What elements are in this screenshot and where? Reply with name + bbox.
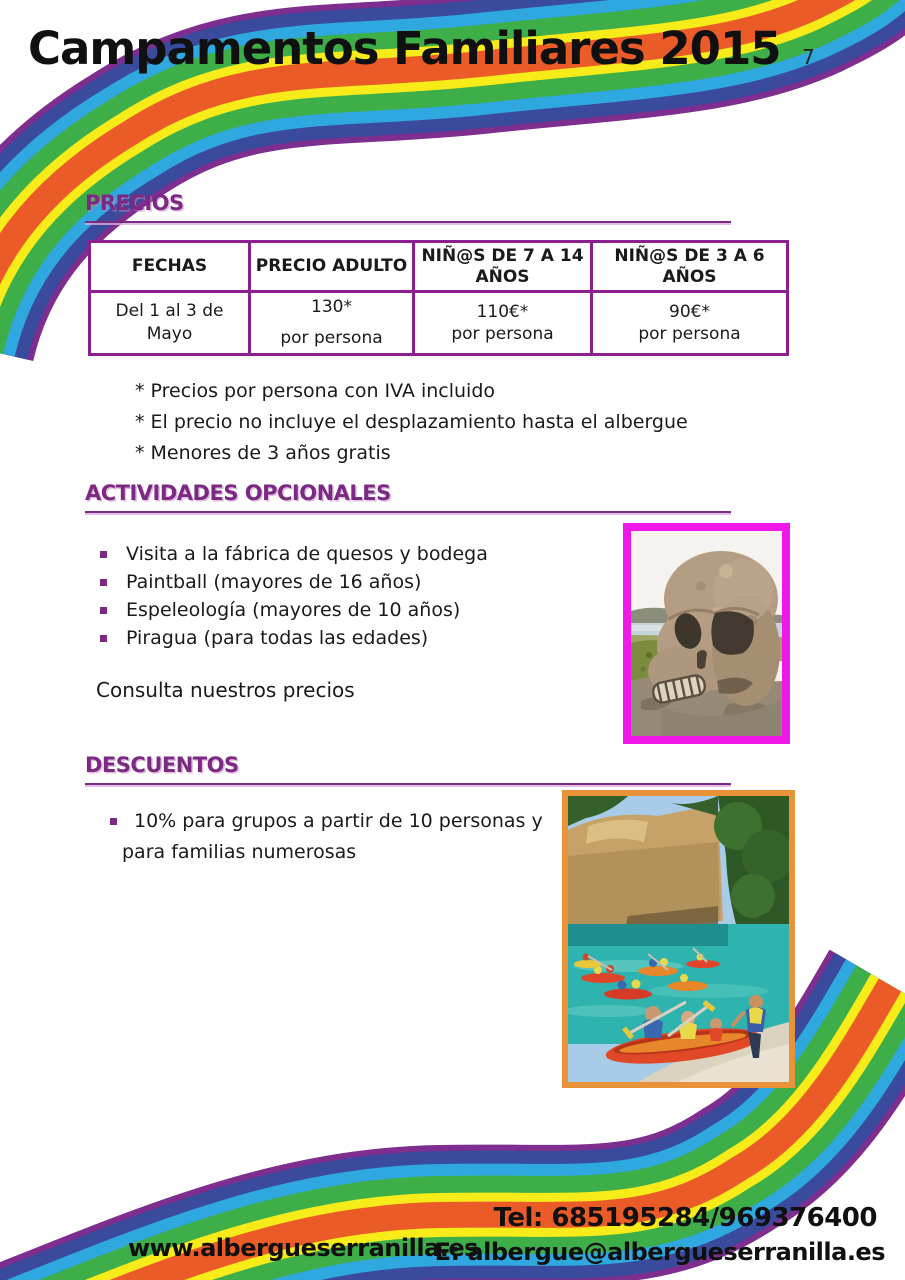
footer-email: E: albergue@albergueserranilla.es [434, 1238, 885, 1266]
price-table-data-row [90, 292, 788, 355]
activity-label: Piragua (para todas las edades) [126, 627, 429, 649]
discount-text-line1: 10% para grupos a partir de 10 personas y [134, 810, 543, 832]
discount-text-line2: para familias numerosas [122, 841, 357, 863]
col-header-ninos-3-6: NIÑ@S DE 3 A 6 AÑOS [592, 242, 788, 292]
skull-photo-illustration [631, 531, 782, 736]
footer-telephone: Tel: 685195284/969376400 [493, 1203, 877, 1233]
list-item [100, 540, 488, 568]
square-bullet-icon [100, 551, 107, 558]
section-heading-descuentos: DESCUENTOS [85, 753, 731, 785]
list-item [100, 568, 488, 596]
price-note: * Precios por persona con IVA incluido [135, 380, 496, 402]
price-note: * El precio no incluye el desplazamiento hasta el albergue [135, 411, 688, 433]
ninos7-price: 110€* [476, 301, 529, 322]
cell-fechas: Del 1 al 3 de Mayo [90, 292, 250, 355]
activity-label: Paintball (mayores de 16 años) [126, 571, 422, 593]
adulto-unit: por persona [280, 328, 383, 349]
ninos3-unit: por persona [638, 323, 741, 344]
activity-label: Espeleología (mayores de 10 años) [126, 599, 461, 621]
kayak-photo-illustration [568, 796, 789, 1082]
list-item [100, 624, 488, 652]
cell-precio-adulto [250, 292, 414, 355]
col-header-precio-adulto: PRECIO ADULTO [250, 242, 414, 292]
page-number: 7 [802, 45, 815, 69]
square-bullet-icon [110, 818, 117, 825]
col-header-fechas: FECHAS [90, 242, 250, 292]
price-note: * Menores de 3 años gratis [135, 442, 391, 464]
ninos3-price: 90€* [669, 301, 710, 322]
consulta-precios-text: Consulta nuestros precios [96, 678, 355, 702]
price-table [88, 240, 789, 356]
cell-precio-ninos-7-14 [414, 292, 592, 355]
square-bullet-icon [100, 635, 107, 642]
price-notes [135, 376, 688, 469]
section-heading-precios: PRECIOS [85, 191, 731, 223]
activities-list [100, 540, 488, 652]
activity-label: Visita a la fábrica de quesos y bodega [126, 543, 488, 565]
section-heading-actividades: ACTIVIDADES OPCIONALES [85, 481, 731, 513]
cell-precio-ninos-3-6 [592, 292, 788, 355]
list-item [100, 596, 488, 624]
discount-item [110, 810, 543, 832]
page-title: Campamentos Familiares 2015 [28, 22, 781, 75]
square-bullet-icon [100, 607, 107, 614]
square-bullet-icon [100, 579, 107, 586]
col-header-ninos-7-14: NIÑ@S DE 7 A 14 AÑOS [414, 242, 592, 292]
price-table-header-row [90, 242, 788, 292]
footer-website: www.albergueserranilla.es [128, 1234, 478, 1262]
adulto-price: 130* [311, 297, 352, 317]
ninos7-unit: por persona [451, 323, 554, 344]
kayaking-lake-photo [562, 790, 795, 1088]
skull-sculpture-photo [623, 523, 790, 744]
